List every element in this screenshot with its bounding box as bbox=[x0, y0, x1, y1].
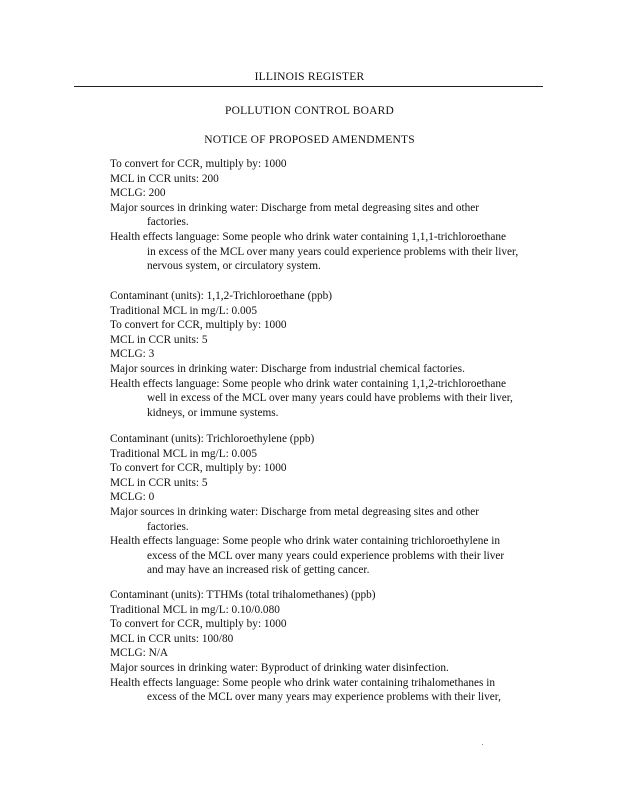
mclg: MCLG: N/A bbox=[110, 647, 169, 660]
health-effects-continued: kidneys, or immune systems. bbox=[147, 406, 279, 419]
contaminant-units: Contaminant (units): TTHMs (total trihalomethanes) (ppb) bbox=[110, 589, 376, 601]
traditional-mcl: Traditional MCL in mg/L: 0.005 bbox=[110, 447, 257, 460]
health-effects-continued: well in excess of the MCL over many years could have problems with their liver, bbox=[147, 392, 513, 405]
header-rule bbox=[74, 86, 543, 87]
mclg: MCLG: 0 bbox=[110, 491, 155, 504]
contaminant-block-1 bbox=[110, 157, 550, 274]
mcl-ccr-units: MCL in CCR units: 200 bbox=[110, 172, 219, 185]
contaminant-units: Contaminant (units): 1,1,2-Trichloroethane (ppb) bbox=[110, 290, 333, 302]
health-effects-continued: in excess of the MCL over many years could experience problems with their liver, bbox=[147, 245, 519, 258]
notice-title: NOTICE OF PROPOSED AMENDMENTS bbox=[204, 134, 415, 146]
major-sources: Major sources in drinking water: Discharge from metal degreasing sites and other bbox=[110, 505, 480, 518]
mclg: MCLG: 3 bbox=[110, 348, 155, 361]
major-sources: Major sources in drinking water: Discharge from industrial chemical factories. bbox=[110, 362, 465, 375]
health-effects: Health effects language: Some people who drink water containing 1,1,1-trichloroethane bbox=[110, 230, 506, 243]
major-sources: Major sources in drinking water: Byproduct of drinking water disinfection. bbox=[110, 661, 449, 674]
contaminant-units: Contaminant (units): Trichloroethylene (ppb) bbox=[110, 433, 315, 445]
contaminant-block-3 bbox=[110, 432, 550, 578]
convert-factor: To convert for CCR, multiply by: 1000 bbox=[110, 462, 287, 475]
traditional-mcl: Traditional MCL in mg/L: 0.005 bbox=[110, 304, 257, 317]
health-effects-continued: nervous system, or circulatory system. bbox=[147, 260, 321, 273]
register-title: ILLINOIS REGISTER bbox=[254, 71, 365, 83]
mcl-ccr-units: MCL in CCR units: 5 bbox=[110, 476, 208, 489]
mcl-ccr-units: MCL in CCR units: 5 bbox=[110, 333, 208, 346]
major-sources-continued: factories. bbox=[147, 216, 189, 229]
mcl-ccr-units: MCL in CCR units: 100/80 bbox=[110, 632, 234, 645]
health-effects-continued: and may have an increased risk of getting cancer. bbox=[147, 564, 370, 577]
convert-factor: To convert for CCR, multiply by: 1000 bbox=[110, 158, 287, 170]
health-effects: Health effects language: Some people who drink water containing 1,1,2-trichloroethane bbox=[110, 377, 506, 390]
health-effects: Health effects language: Some people who drink water containing trihalomethanes in bbox=[110, 676, 496, 689]
convert-factor: To convert for CCR, multiply by: 1000 bbox=[110, 618, 287, 631]
board-title: POLLUTION CONTROL BOARD bbox=[224, 105, 394, 117]
convert-factor: To convert for CCR, multiply by: 1000 bbox=[110, 319, 287, 332]
mclg: MCLG: 200 bbox=[110, 187, 166, 200]
major-sources: Major sources in drinking water: Discharge from metal degreasing sites and other bbox=[110, 201, 480, 214]
contaminant-block-2 bbox=[110, 289, 550, 420]
major-sources-continued: factories. bbox=[147, 520, 189, 533]
scan-speck bbox=[482, 744, 483, 745]
health-effects-continued: excess of the MCL over many years could experience problems with their liver bbox=[147, 549, 505, 562]
health-effects-continued: excess of the MCL over many years may experience problems with their liver, bbox=[147, 691, 501, 704]
health-effects: Health effects language: Some people who drink water containing trichloroethylene in bbox=[110, 535, 501, 548]
traditional-mcl: Traditional MCL in mg/L: 0.10/0.080 bbox=[110, 603, 280, 616]
contaminant-block-4 bbox=[110, 588, 550, 705]
